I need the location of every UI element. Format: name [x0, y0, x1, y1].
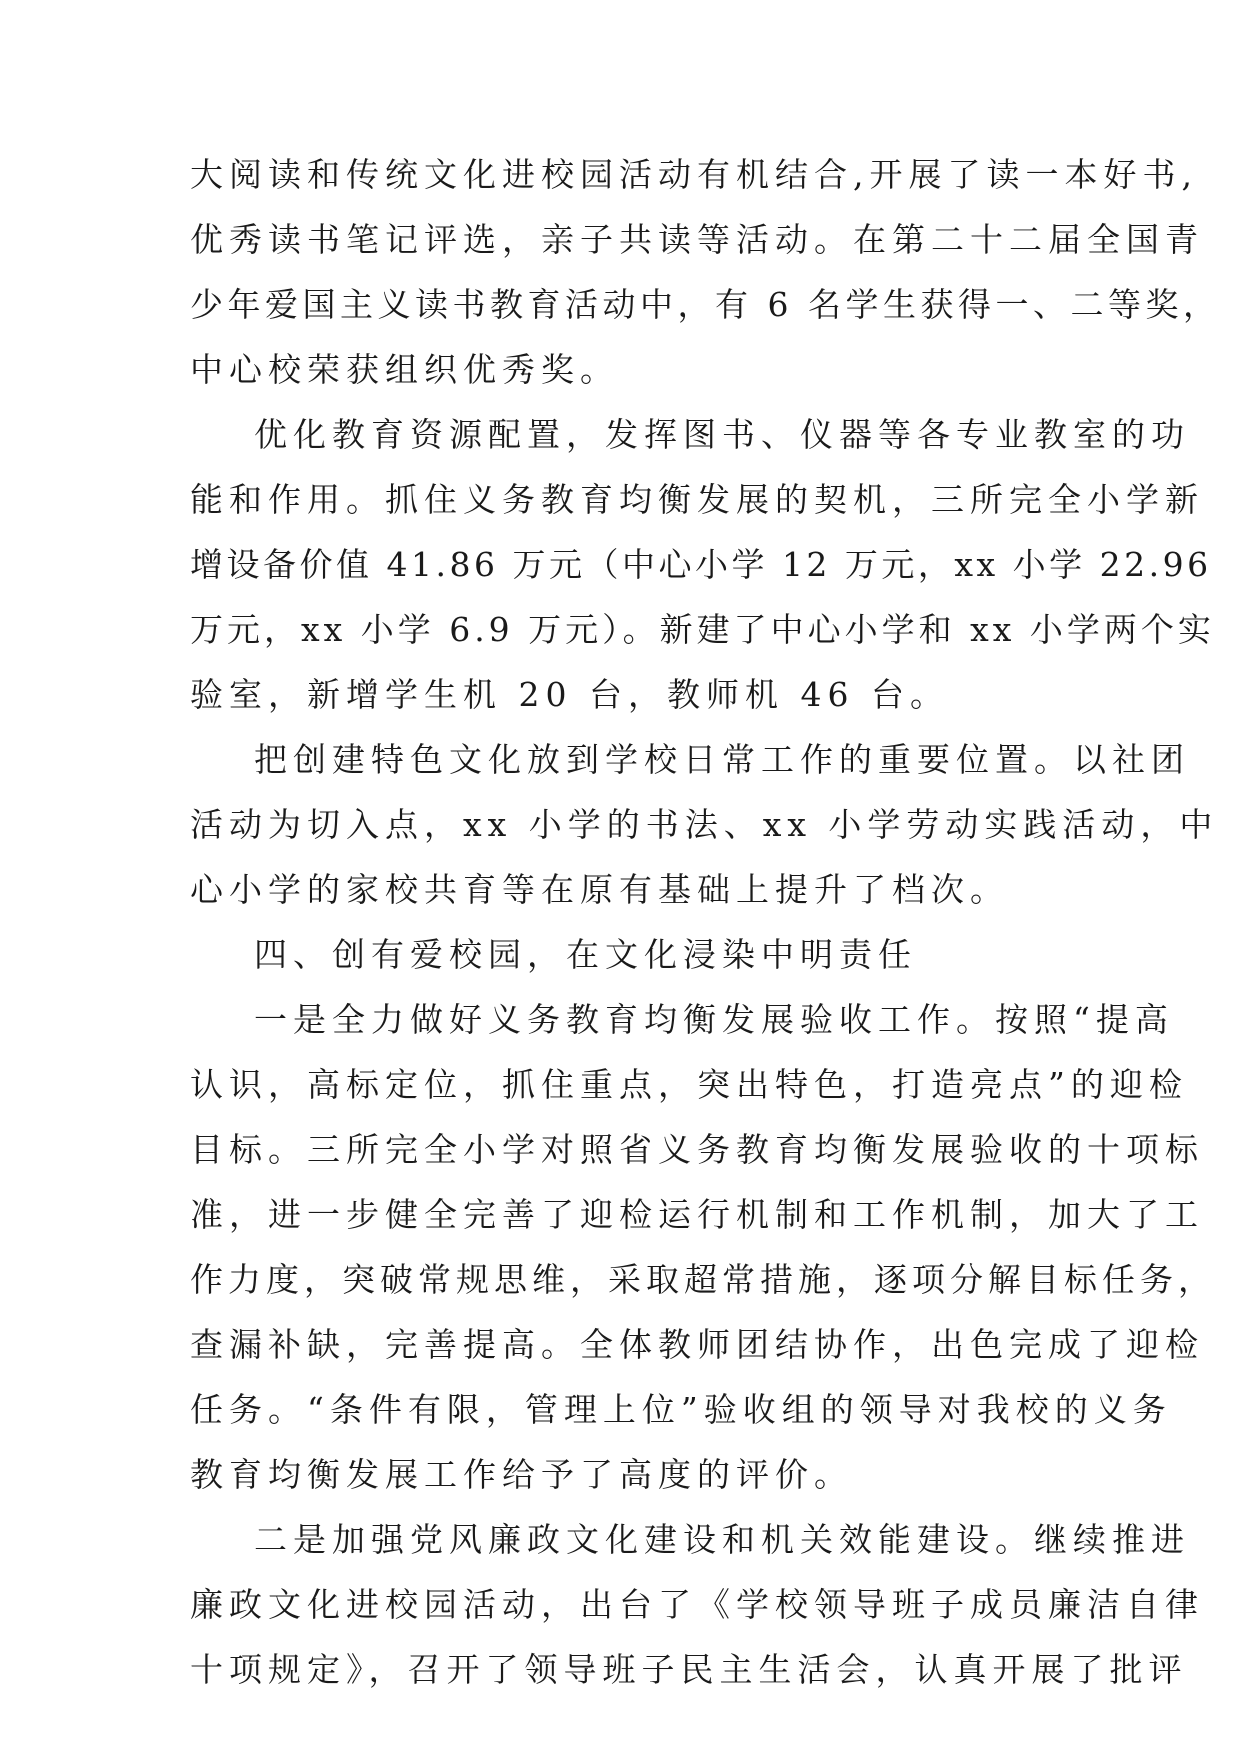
- text-line: 十项规定》，召开了领导班子民主生活会，认真开展了批评: [190, 1650, 1188, 1689]
- text-line: 作力度，突破常规思维，采取超常措施，逐项分解目标任务，: [190, 1260, 1216, 1299]
- text-line: 大阅读和传统文化进校园活动有机结合,开展了读一本好书,: [190, 155, 1198, 194]
- text-line: 优秀读书笔记评选，亲子共读等活动。在第二十二届全国青: [190, 220, 1204, 259]
- text-line: 查漏补缺，完善提高。全体教师团结协作，出色完成了迎检: [190, 1325, 1204, 1364]
- text-line: 任务。“条件有限，管理上位”验收组的领导对我校的义务: [190, 1390, 1172, 1429]
- text-line: 能和作用。抓住义务教育均衡发展的契机，三所完全小学新: [190, 480, 1204, 519]
- text-line: 准，进一步健全完善了迎检运行机制和工作机制，加大了工: [190, 1195, 1204, 1234]
- text-line: 认识，高标定位，抓住重点，突出特色，打造亮点”的迎检: [190, 1065, 1188, 1104]
- text-line: 二是加强党风廉政文化建设和机关效能建设。继续推进: [254, 1520, 1190, 1559]
- text-line: 验室，新增学生机 20 台，教师机 46 台。: [190, 675, 949, 714]
- text-line: 廉政文化进校园活动，出台了《学校领导班子成员廉洁自律: [190, 1585, 1204, 1624]
- text-line: 增设备价值 41.86 万元（中心小学 12 万元，xx 小学 22.96: [190, 545, 1212, 584]
- text-line: 优化教育资源配置，发挥图书、仪器等各专业教室的功: [254, 415, 1190, 454]
- text-line: 教育均衡发展工作给予了高度的评价。: [190, 1455, 853, 1494]
- text-line: 活动为切入点，xx 小学的书法、xx 小学劳动实践活动，中: [190, 805, 1219, 844]
- text-line: 心小学的家校共育等在原有基础上提升了档次。: [190, 870, 1009, 909]
- text-line: 把创建特色文化放到学校日常工作的重要位置。以社团: [254, 740, 1190, 779]
- text-line: 少年爱国主义读书教育活动中，有 6 名学生获得一、二等奖，: [190, 285, 1221, 324]
- text-line: 一是全力做好义务教育均衡发展验收工作。按照“提高: [254, 1000, 1174, 1039]
- text-line: 万元，xx 小学 6.9 万元）。新建了中心小学和 xx 小学两个实: [190, 610, 1215, 649]
- text-line: 目标。三所完全小学对照省义务教育均衡发展验收的十项标: [190, 1130, 1204, 1169]
- text-line: 中心校荣获组织优秀奖。: [190, 350, 619, 389]
- section-heading: 四、创有爱校园，在文化浸染中明责任: [254, 935, 917, 974]
